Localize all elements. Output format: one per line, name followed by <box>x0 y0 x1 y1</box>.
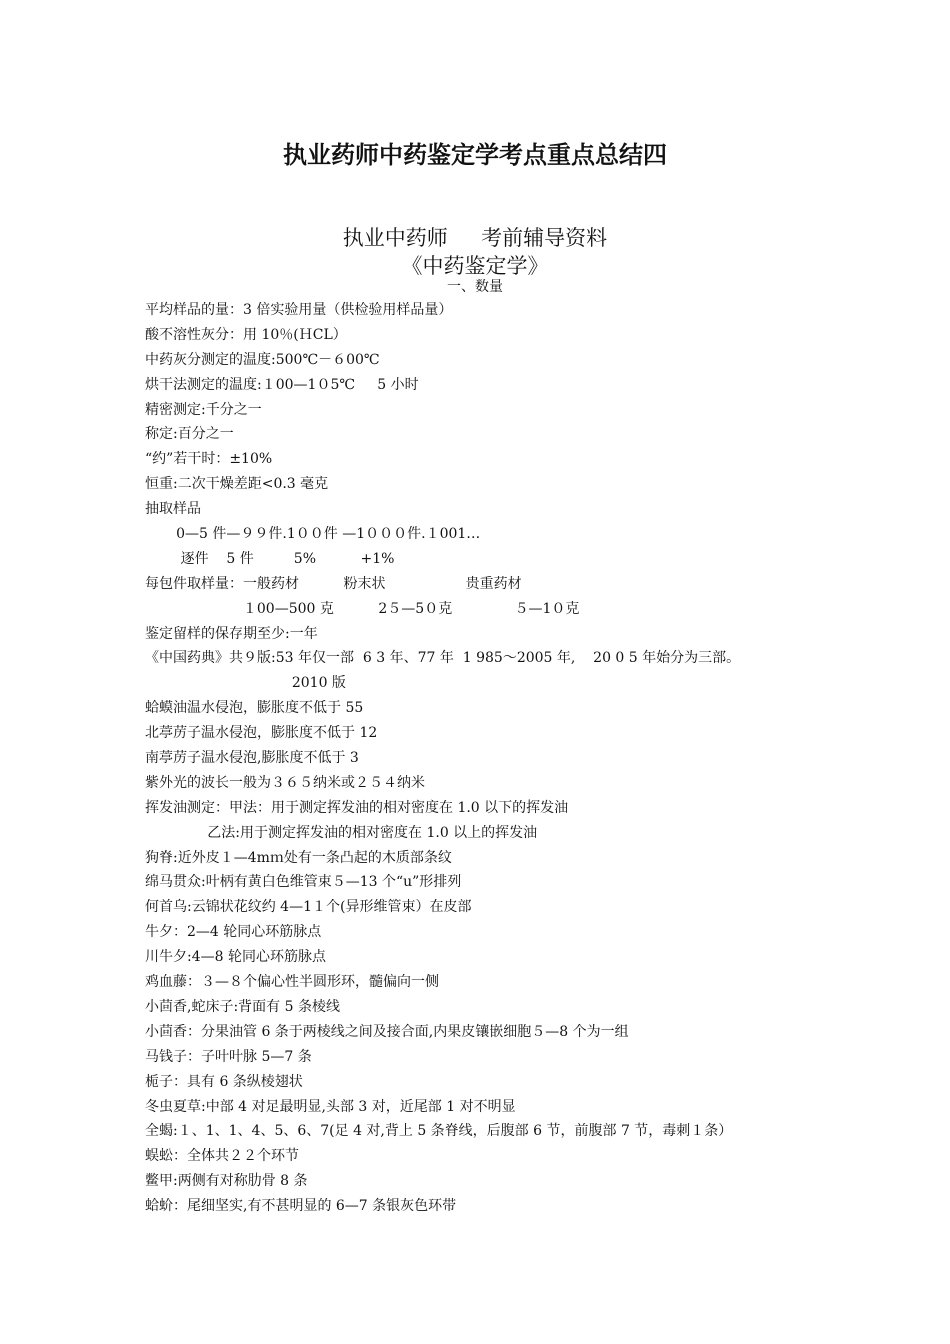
text-line: 恒重:二次干燥差距<0.3 毫克 <box>145 476 329 493</box>
text-line: 绵马贯众:叶柄有黄白色维管束５—13 个“u”形排列 <box>145 874 462 891</box>
text-line: 精密测定:千分之一 <box>145 401 262 418</box>
text-line: 逐件 5 件 5% +1% <box>145 550 395 567</box>
text-line: 蛤蟆油温水侵泡，膨胀度不低于 55 <box>145 700 364 717</box>
text-line: 冬虫夏草:中部 4 对足最明显,头部 3 对，近尾部 1 对不明显 <box>145 1098 516 1115</box>
subtitle-book-name: 《中药鉴定学》 <box>401 254 549 278</box>
text-line: 称定:百分之一 <box>145 426 234 443</box>
text-line: 小茴香,蛇床子:背面有 5 条棱线 <box>145 998 340 1015</box>
text-line: 鸡血藤：３—８个偏心性半圆形环，髓偏向一侧 <box>145 974 439 991</box>
document-body <box>145 298 935 1219</box>
text-line: 中药灰分测定的温度:500℃－６00℃ <box>145 351 380 368</box>
text-line: “约”若干时：±10% <box>145 451 273 468</box>
text-line: 马钱子：子叶叶脉 5—7 条 <box>145 1048 312 1065</box>
text-line: 小茴香：分果油管 6 条于两棱线之间及接合面,内果皮镶嵌细胞５—8 个为一组 <box>145 1023 629 1040</box>
section-heading: 一、数量 <box>447 279 503 295</box>
text-line: 酸不溶性灰分：用 10％(ＨCL） <box>145 326 347 343</box>
text-line: 鳖甲:两侧有对称肋骨 8 条 <box>145 1173 308 1190</box>
text-line: 北葶苈子温水侵泡，膨胀度不低于 12 <box>145 725 378 742</box>
text-line: 《中国药典》共９版:53 年仅一部 6 3 年、77 年 1 985～2005 年, 20 0 5 年始分为三部。 <box>145 650 741 667</box>
text-line: 紫外光的波长一般为３６５纳米或２５４纳米 <box>145 774 425 791</box>
text-line: 2010 版 <box>145 675 346 692</box>
text-line: 蜈蚣：全体共２２个环节 <box>145 1148 299 1165</box>
document-title: 执业药师中药鉴定学考点重点总结四 <box>283 141 667 169</box>
subtitle-exam-material: 执业中药师 考前辅导资料 <box>342 226 608 250</box>
text-line: 何首乌:云锦状花纹约 4—1１个(异形维管束）在皮部 <box>145 899 472 916</box>
text-line: 平均样品的量：3 倍实验用量（供检验用样品量） <box>145 302 453 318</box>
text-line: 乙法:用于测定挥发油的相对密度在 1.0 以上的挥发油 <box>145 824 538 841</box>
text-line: 抽取样品 <box>145 501 201 518</box>
text-line: 鉴定留样的保存期至少:一年 <box>145 625 318 642</box>
text-line: 0—5 件—９９件.1００件 —1０００件.１001… <box>145 526 481 543</box>
text-line: 栀子：具有 6 条纵棱翅状 <box>145 1073 303 1090</box>
text-line: 狗脊:近外皮１—4mｍ处有一条凸起的木质部条纹 <box>145 849 452 866</box>
text-line: 南葶苈子温水侵泡,膨胀度不低于 3 <box>145 750 359 767</box>
text-line: 全蝎:１、1、1、4、5、6、7(足 4 对,背上 5 条脊线，后腹部 6 节，前腹部 7 节，毒刺１条） <box>145 1123 733 1140</box>
text-line: 每包件取样量：一般药材 粉末状 贵重药材 <box>145 575 522 592</box>
text-line: 蛤蚧：尾细坚实,有不甚明显的 6—7 条银灰色环带 <box>145 1198 457 1215</box>
text-line: 牛夕：2—4 轮同心环筋脉点 <box>145 924 322 941</box>
text-line: １00—500 克 2５—5０克 ５—1０克 <box>145 600 580 617</box>
text-line: 川牛夕:4—8 轮同心环筋脉点 <box>145 949 326 966</box>
text-line: 挥发油测定：甲法：用于测定挥发油的相对密度在 1.0 以下的挥发油 <box>145 799 569 816</box>
text-line: 烘干法测定的温度:１00—1０5℃ 5 小时 <box>145 376 419 393</box>
